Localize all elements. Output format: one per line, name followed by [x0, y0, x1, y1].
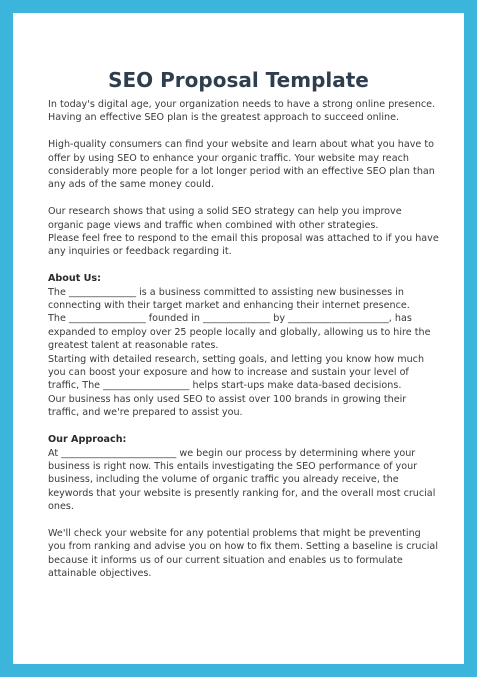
about-paragraph-1: The ______________ is a business committed to assisting new businesses in connecting with their target market and enhancing their internet presence.: [48, 286, 410, 312]
paragraph-spacer: [48, 192, 440, 205]
paragraph-spacer: [48, 259, 440, 272]
intro-paragraph-1: In today's digital age, your organization needs to have a strong online presence. Having an effective SEO plan is the greatest approach to succeed online.: [48, 99, 436, 124]
paragraph-spacer: [48, 514, 440, 527]
approach-paragraph-1: At ________________________ we begin our process by determining where your business is right now. This entails investigating the SEO performance of your business, including the volume of organic traffic you already receive, the keywords that your website is presently ranking for, and the overall most crucial ones.: [48, 447, 436, 513]
approach-heading: Our Approach:: [48, 434, 127, 446]
about-paragraph-3: Starting with detailed research, setting goals, and letting you know how much you can boost your exposure and how to increase and sustain your level of traffic, The __________________ helps start-ups make data-based decisions.: [48, 353, 425, 392]
about-heading: About Us:: [48, 273, 101, 285]
paragraph-spacer: [48, 125, 440, 138]
paragraph-spacer: [48, 420, 440, 433]
intro-paragraph-2: High-quality consumers can find your website and learn about what you have to offer by using SEO to enhance your organic traffic. Your website may reach considerably more people for a lot longer period with an effective SEO plan than any ads of the same money could.: [48, 139, 435, 191]
approach-paragraph-2: We'll check your website for any potential problems that might be preventing you from ranking and advise you on how to fix them. Setting a baseline is crucial because it informs us of our current situation and enables us to formulate attainable objectives.: [48, 527, 438, 580]
document-page: [13, 13, 464, 664]
about-paragraph-2: The ________________ founded in ______________ by _____________________, has expanded to employ over 25 people locally and globally, allowing us to hire the greatest talent at reasonable rates.: [48, 313, 431, 352]
intro-paragraph-3a: Our research shows that using a solid SEO strategy can help you improve organic page views and traffic when combined with other strategies.: [48, 206, 402, 231]
document-title: SEO Proposal Template: [108, 68, 369, 92]
about-paragraph-4: Our business has only used SEO to assist over 100 brands in growing their traffic, and we're prepared to assist you.: [48, 393, 407, 419]
intro-paragraph-3b: Please feel free to respond to the email this proposal was attached to if you have any inquiries or feedback regarding it.: [48, 233, 439, 258]
document-body: [48, 98, 440, 581]
